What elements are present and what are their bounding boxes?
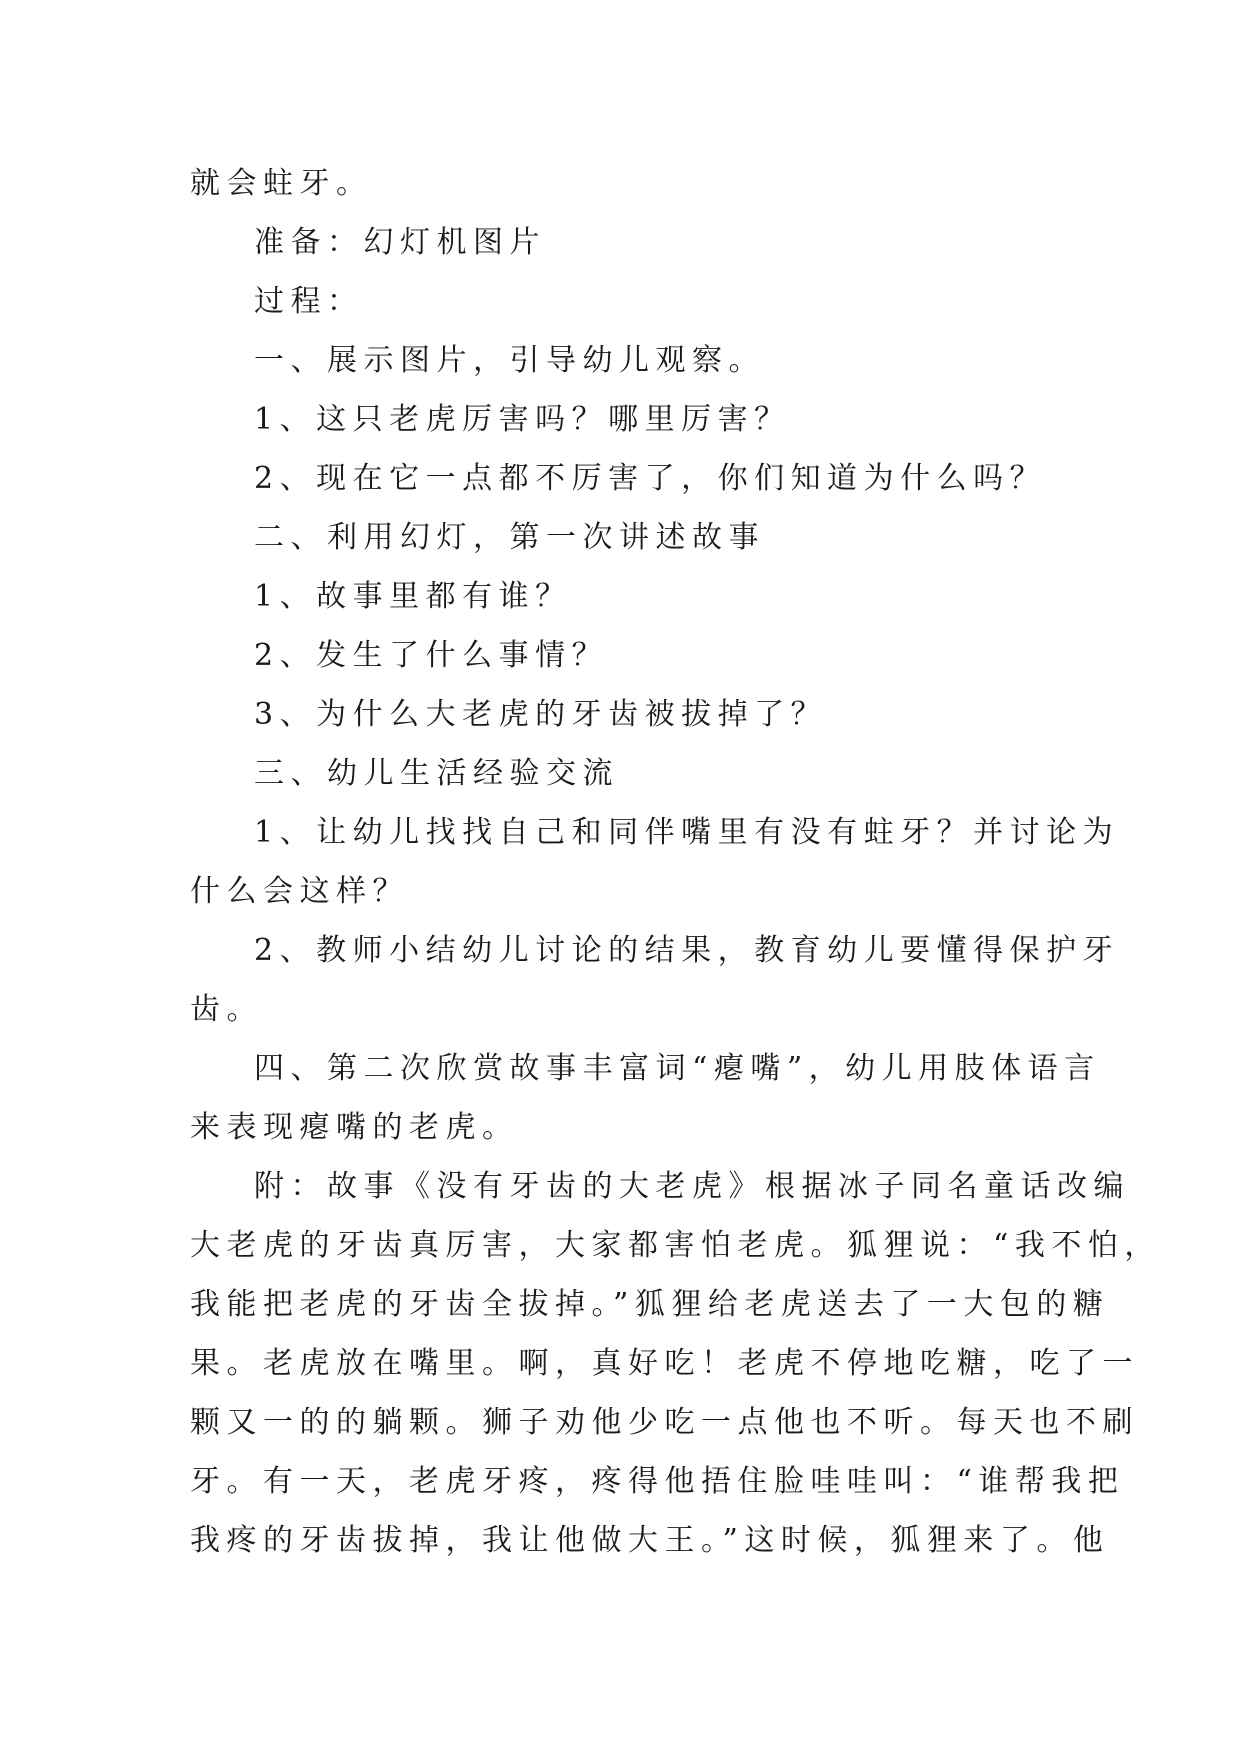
- document-page: [190, 154, 1161, 1570]
- text-line-22: 颗又一的的躺颗。狮子劝他少吃一点他也不听。每天也不刷: [190, 1405, 1139, 1440]
- text-line-24: 我疼的牙齿拔掉，我让他做大王。”这时候，狐狸来了。他: [190, 1523, 1110, 1558]
- text-line-15: 齿。: [190, 992, 263, 1027]
- text-line-19: 大老虎的牙齿真厉害，大家都害怕老虎。狐狸说：“我不怕，: [190, 1228, 1161, 1263]
- text-line-5: 1、这只老虎厉害吗？哪里厉害？: [254, 402, 791, 437]
- text-line-6: 2、现在它一点都不厉害了，你们知道为什么吗？: [254, 461, 1047, 496]
- text-line-10: 3、为什么大老虎的牙齿被拔掉了？: [254, 697, 828, 732]
- text-line-17: 来表现瘪嘴的老虎。: [190, 1110, 519, 1145]
- text-line-21: 果。老虎放在嘴里。啊，真好吃！老虎不停地吃糖，吃了一: [190, 1346, 1139, 1381]
- text-line-18: 附：故事《没有牙齿的大老虎》根据冰子同名童话改编: [254, 1169, 1130, 1204]
- text-line-13: 什么会这样？: [190, 874, 409, 909]
- text-line-4: 一、展示图片，引导幼儿观察。: [254, 343, 765, 378]
- text-line-11: 三、幼儿生活经验交流: [254, 756, 619, 791]
- text-line-3: 过程：: [254, 284, 364, 319]
- text-line-2: 准备：幻灯机图片: [254, 225, 546, 260]
- text-line-9: 2、发生了什么事情？: [254, 638, 609, 673]
- text-line-1: 就会蛀牙。: [190, 166, 373, 201]
- text-line-7: 二、利用幻灯，第一次讲述故事: [254, 520, 765, 555]
- text-line-16: 四、第二次欣赏故事丰富词“瘪嘴”，幼儿用肢体语言: [254, 1051, 1101, 1086]
- text-line-12: 1、让幼儿找找自己和同伴嘴里有没有蛀牙？并讨论为: [254, 815, 1120, 850]
- text-line-14: 2、教师小结幼儿讨论的结果，教育幼儿要懂得保护牙: [254, 933, 1120, 968]
- text-line-8: 1、故事里都有谁？: [254, 579, 572, 614]
- text-line-20: 我能把老虎的牙齿全拔掉。”狐狸给老虎送去了一大包的糖: [190, 1287, 1110, 1322]
- text-line-23: 牙。有一天，老虎牙疼，疼得他捂住脸哇哇叫：“谁帮我把: [190, 1464, 1125, 1499]
